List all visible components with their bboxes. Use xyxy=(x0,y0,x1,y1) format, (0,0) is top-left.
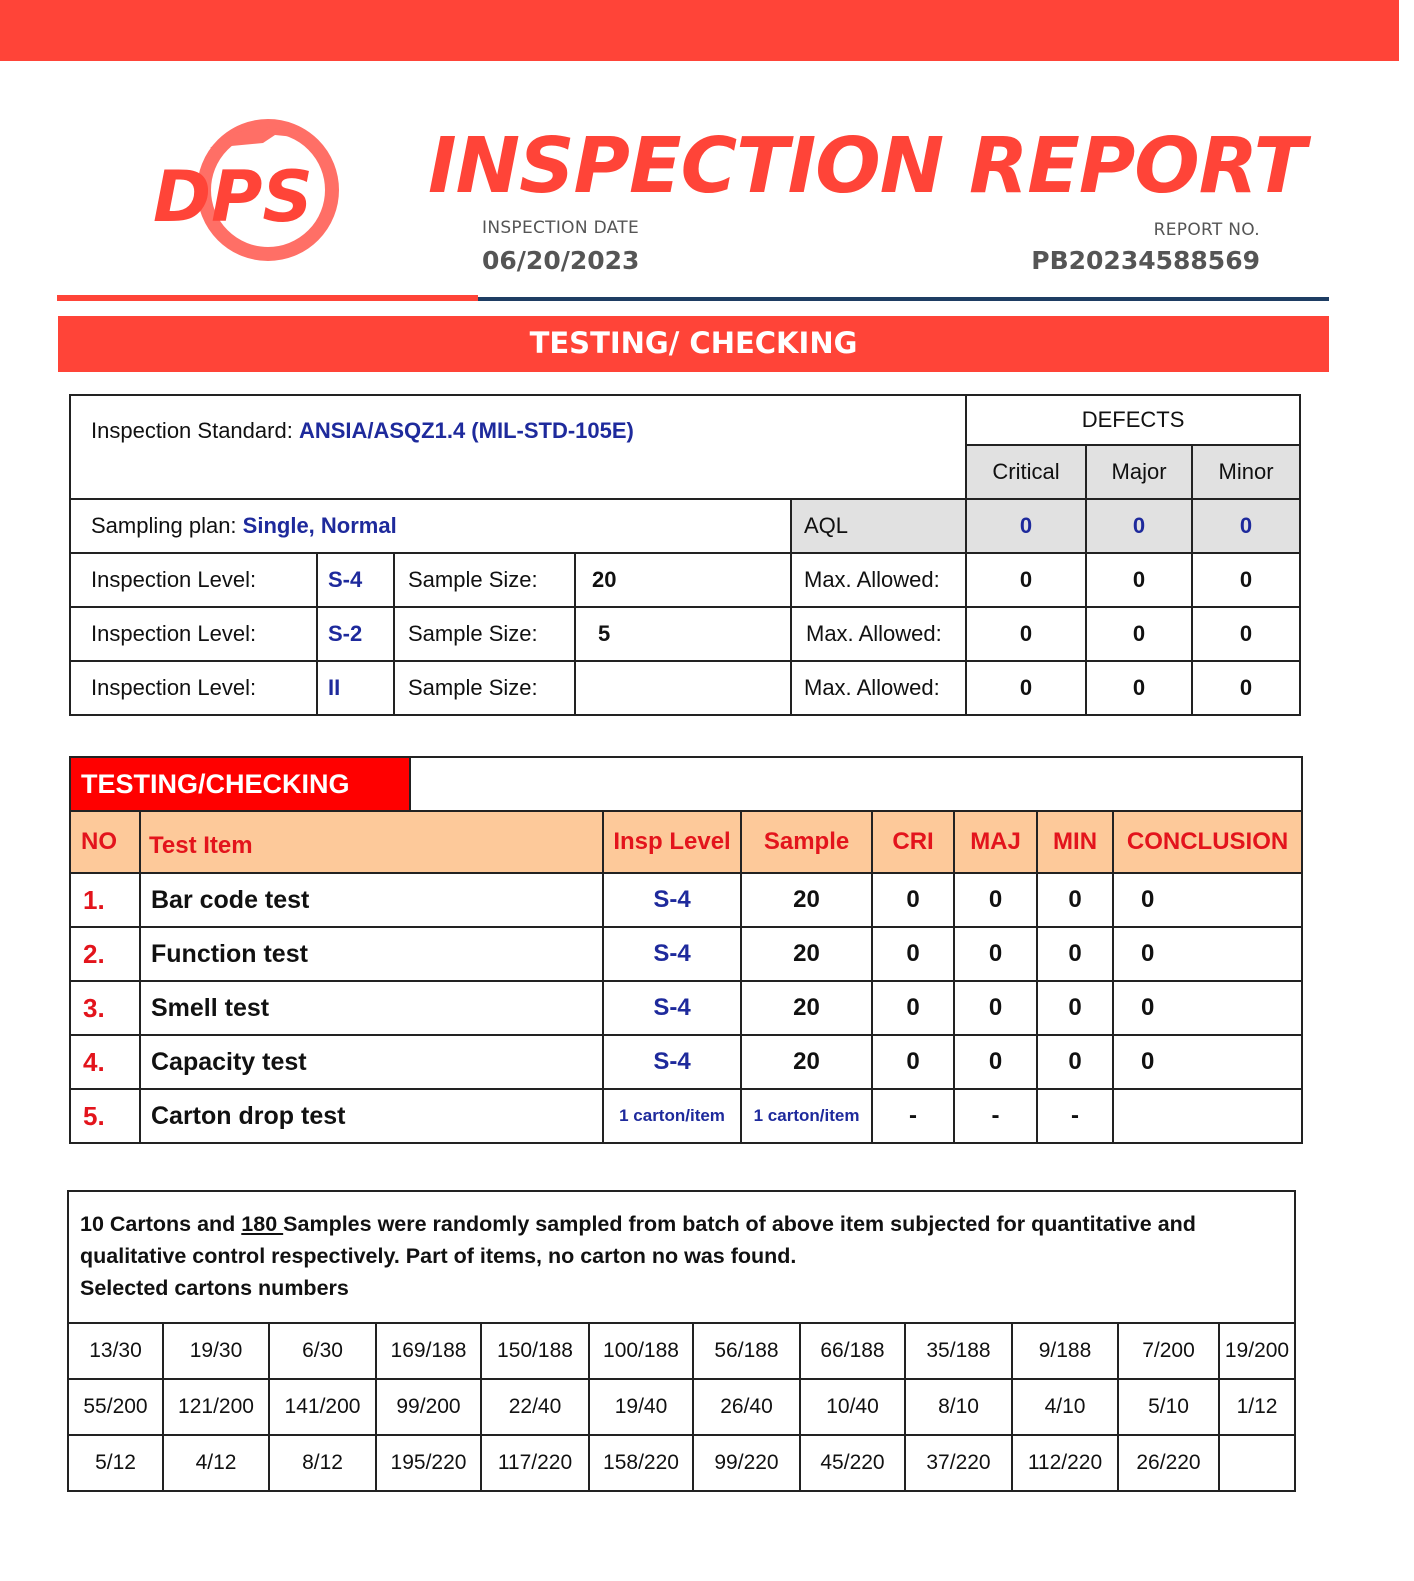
row-sample: 20 xyxy=(741,873,872,927)
carton-numbers-grid xyxy=(69,1322,1294,1490)
carton-number: 5/10 xyxy=(1118,1379,1219,1435)
carton-number: 19/30 xyxy=(163,1323,269,1379)
carton-number: 26/220 xyxy=(1118,1435,1219,1490)
report-no-label: REPORT NO. xyxy=(1153,220,1260,240)
row-test-item: Bar code test xyxy=(140,873,603,927)
max-allowed-critical: 0 xyxy=(966,607,1086,661)
section-header-row xyxy=(70,757,741,811)
carton-number: 19/40 xyxy=(589,1379,693,1435)
inspection-level-label: Inspection Level: xyxy=(70,553,317,607)
section-header-blank xyxy=(741,757,1302,811)
divider-red xyxy=(57,295,478,301)
row-test-item: Capacity test xyxy=(140,1035,603,1089)
carton-number: 13/30 xyxy=(69,1323,163,1379)
row-test-item: Smell test xyxy=(140,981,603,1035)
col-header-insp-level: Insp Level xyxy=(603,811,741,873)
defect-col-major: Major xyxy=(1086,445,1192,499)
row-maj: 0 xyxy=(954,1035,1037,1089)
carton-number: 150/188 xyxy=(481,1323,589,1379)
row-sample: 20 xyxy=(741,927,872,981)
max-allowed-critical: 0 xyxy=(966,553,1086,607)
row-sample: 1 carton/item xyxy=(741,1089,872,1143)
aql-minor: 0 xyxy=(1192,499,1300,553)
row-insp-level: S-4 xyxy=(603,927,741,981)
sampling-plan-value: Single, Normal xyxy=(242,513,397,538)
row-conclusion xyxy=(1113,1089,1302,1143)
carton-number: 1/12 xyxy=(1219,1379,1294,1435)
carton-number: 9/188 xyxy=(1012,1323,1118,1379)
carton-number: 5/12 xyxy=(69,1435,163,1490)
inspection-standard-value: ANSIA/ASQZ1.4 (MIL-STD-105E) xyxy=(298,418,634,443)
testing-checking-table xyxy=(69,756,1303,1144)
carton-number: 99/200 xyxy=(376,1379,481,1435)
sample-size-value: 5 xyxy=(575,607,791,661)
row-min: 0 xyxy=(1037,873,1113,927)
note-sample-count: 180 xyxy=(241,1212,284,1236)
row-maj: 0 xyxy=(954,873,1037,927)
row-no: 2. xyxy=(70,927,140,981)
row-insp-level: S-4 xyxy=(603,1035,741,1089)
row-no: 3. xyxy=(70,981,140,1035)
row-conclusion: 0 xyxy=(1113,927,1302,981)
row-no: 4. xyxy=(70,1035,140,1089)
carton-number xyxy=(1219,1435,1294,1490)
section-banner: TESTING/ CHECKING xyxy=(58,316,1329,372)
carton-sampling-note xyxy=(69,1192,1294,1322)
sampling-plan-cell xyxy=(70,499,791,553)
report-title: INSPECTION REPORT xyxy=(428,122,1306,211)
carton-number: 158/220 xyxy=(589,1435,693,1490)
carton-number: 99/220 xyxy=(693,1435,800,1490)
divider-navy xyxy=(478,297,1329,301)
row-maj: - xyxy=(954,1089,1037,1143)
inspection-level-value: II xyxy=(317,661,394,715)
inspection-level-value: S-2 xyxy=(317,607,394,661)
carton-number: 19/200 xyxy=(1219,1323,1294,1379)
row-cri: 0 xyxy=(872,1035,954,1089)
table-row xyxy=(70,873,1302,927)
row-cri: 0 xyxy=(872,981,954,1035)
carton-number: 4/10 xyxy=(1012,1379,1118,1435)
aql-major: 0 xyxy=(1086,499,1192,553)
carton-number: 37/220 xyxy=(905,1435,1012,1490)
carton-number: 10/40 xyxy=(800,1379,905,1435)
max-allowed-major: 0 xyxy=(1086,607,1192,661)
sample-size-label: Sample Size: xyxy=(394,607,575,661)
row-test-item: Carton drop test xyxy=(140,1089,603,1143)
row-cri: - xyxy=(872,1089,954,1143)
row-conclusion: 0 xyxy=(1113,873,1302,927)
row-no: 5. xyxy=(70,1089,140,1143)
max-allowed-minor: 0 xyxy=(1192,553,1300,607)
max-allowed-label: Max. Allowed: xyxy=(791,553,966,607)
inspection-standard-label: Inspection Standard: xyxy=(91,418,293,443)
note-selected-cartons: Selected cartons numbers xyxy=(80,1276,349,1300)
inspection-date: 06/20/2023 xyxy=(482,246,640,275)
aql-critical: 0 xyxy=(966,499,1086,553)
carton-number: 55/200 xyxy=(69,1379,163,1435)
carton-number: 7/200 xyxy=(1118,1323,1219,1379)
sample-size-value xyxy=(575,661,791,715)
col-header-conclusion: CONCLUSION xyxy=(1113,811,1302,873)
table-row xyxy=(70,927,1302,981)
max-allowed-minor: 0 xyxy=(1192,607,1300,661)
row-no: 1. xyxy=(70,873,140,927)
col-header-min: MIN xyxy=(1037,811,1113,873)
row-min: 0 xyxy=(1037,981,1113,1035)
defect-col-critical: Critical xyxy=(966,445,1086,499)
sample-size-label: Sample Size: xyxy=(394,661,575,715)
carton-number: 8/12 xyxy=(269,1435,376,1490)
inspection-level-label: Inspection Level: xyxy=(70,607,317,661)
logo-text: DPS xyxy=(153,156,313,238)
col-header-maj: MAJ xyxy=(954,811,1037,873)
inspection-date-label: INSPECTION DATE xyxy=(482,218,640,238)
inspection-standard-table xyxy=(69,394,1301,716)
carton-number: 4/12 xyxy=(163,1435,269,1490)
carton-sampling-box xyxy=(67,1190,1296,1492)
row-conclusion: 0 xyxy=(1113,981,1302,1035)
carton-number: 112/220 xyxy=(1012,1435,1118,1490)
table-row xyxy=(70,1035,1302,1089)
inspection-level-value: S-4 xyxy=(317,553,394,607)
carton-number: 26/40 xyxy=(693,1379,800,1435)
row-conclusion: 0 xyxy=(1113,1035,1302,1089)
carton-number: 100/188 xyxy=(589,1323,693,1379)
table-row xyxy=(70,981,1302,1035)
col-header-test-item: Test Item xyxy=(140,811,603,873)
carton-number: 66/188 xyxy=(800,1323,905,1379)
carton-number: 117/220 xyxy=(481,1435,589,1490)
row-maj: 0 xyxy=(954,927,1037,981)
max-allowed-label: Max. Allowed: xyxy=(791,661,966,715)
row-min: 0 xyxy=(1037,927,1113,981)
aql-label: AQL xyxy=(791,499,966,553)
carton-number: 8/10 xyxy=(905,1379,1012,1435)
row-maj: 0 xyxy=(954,981,1037,1035)
defects-header: DEFECTS xyxy=(966,395,1300,445)
max-allowed-minor: 0 xyxy=(1192,661,1300,715)
section-header: TESTING/CHECKING xyxy=(71,758,411,810)
carton-number: 6/30 xyxy=(269,1323,376,1379)
carton-number: 195/220 xyxy=(376,1435,481,1490)
table-row xyxy=(70,1089,1302,1143)
dps-logo xyxy=(145,115,345,265)
col-header-sample: Sample xyxy=(741,811,872,873)
sample-size-label: Sample Size: xyxy=(394,553,575,607)
max-allowed-critical: 0 xyxy=(966,661,1086,715)
row-insp-level: S-4 xyxy=(603,873,741,927)
carton-number: 35/188 xyxy=(905,1323,1012,1379)
row-insp-level: S-4 xyxy=(603,981,741,1035)
report-no: PB20234588569 xyxy=(1031,246,1260,275)
carton-number: 45/220 xyxy=(800,1435,905,1490)
max-allowed-label: Max. Allowed: xyxy=(791,607,966,661)
sample-size-value: 20 xyxy=(575,553,791,607)
inspection-level-label: Inspection Level: xyxy=(70,661,317,715)
carton-number: 169/188 xyxy=(376,1323,481,1379)
top-accent-bar xyxy=(0,0,1399,61)
note-part1: 10 Cartons and xyxy=(80,1212,242,1236)
col-header-no: NO xyxy=(70,811,140,873)
carton-number: 141/200 xyxy=(269,1379,376,1435)
inspection-standard-cell xyxy=(70,395,966,499)
max-allowed-major: 0 xyxy=(1086,661,1192,715)
row-insp-level: 1 carton/item xyxy=(603,1089,741,1143)
row-min: - xyxy=(1037,1089,1113,1143)
row-min: 0 xyxy=(1037,1035,1113,1089)
row-sample: 20 xyxy=(741,981,872,1035)
carton-number: 22/40 xyxy=(481,1379,589,1435)
carton-number: 121/200 xyxy=(163,1379,269,1435)
row-test-item: Function test xyxy=(140,927,603,981)
carton-number: 56/188 xyxy=(693,1323,800,1379)
col-header-cri: CRI xyxy=(872,811,954,873)
note-part2: Samples were randomly sampled from batch of above item subjected for quantitative and qualitative control respectively. Part of items, no carton no was found. xyxy=(80,1212,1196,1268)
row-cri: 0 xyxy=(872,873,954,927)
sampling-plan-label: Sampling plan: xyxy=(91,513,237,538)
row-cri: 0 xyxy=(872,927,954,981)
defect-col-minor: Minor xyxy=(1192,445,1300,499)
row-sample: 20 xyxy=(741,1035,872,1089)
max-allowed-major: 0 xyxy=(1086,553,1192,607)
